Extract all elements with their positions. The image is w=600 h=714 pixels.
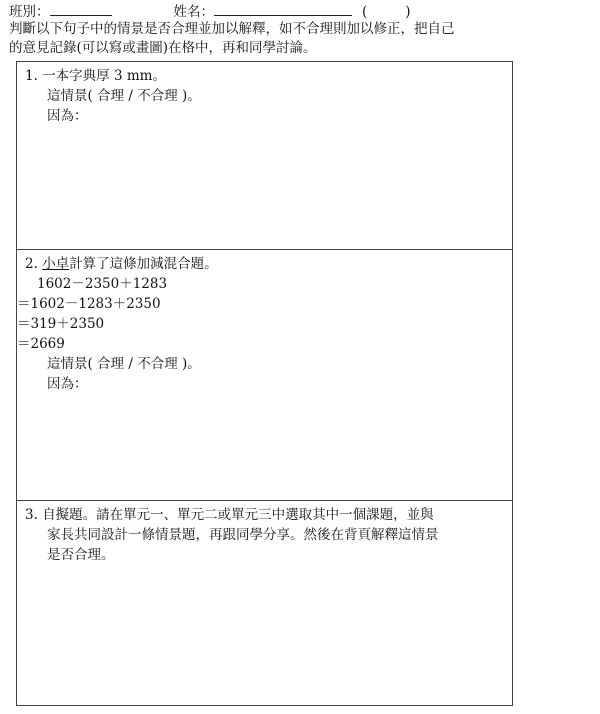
class-number-close-paren: ) <box>405 4 411 20</box>
question-1-prompt <box>25 66 504 86</box>
class-number-open-paren: ( <box>362 4 368 20</box>
question-1-choice: 這情景( 合理 / 不合理 )。 <box>47 88 201 104</box>
question-2-subject: 小卓 <box>42 256 70 272</box>
name-blank[interactable] <box>214 2 352 16</box>
question-1-statement: 一本字典厚 3 mm。 <box>42 68 166 84</box>
instructions-line-2: 的意見記錄(可以寫或畫圖)在格中，再和同學討論。 <box>9 40 317 56</box>
calc-line-3: ＝319＋2350 <box>17 316 105 332</box>
question-3-text-2: 家長共同設計一條情景題，再跟同學分享。然後在背頁解釋這情景 <box>47 527 439 543</box>
calc-line-2: ＝1602－1283＋2350 <box>17 296 161 312</box>
question-3-text-3: 是否合理。 <box>47 547 115 563</box>
question-1-number: 1. <box>25 68 38 84</box>
question-2-prompt <box>25 254 504 274</box>
question-1-reason-label: 因為： <box>47 108 88 124</box>
question-1-box[interactable] <box>17 62 512 249</box>
student-info-header <box>9 2 411 21</box>
question-2-reason-label: 因為： <box>47 376 88 392</box>
instructions-line-1: 判斷以下句子中的情景是否合理並加以解釋，如不合理則加以修正，把自己 <box>9 21 455 37</box>
calc-line-4: ＝2669 <box>17 336 65 352</box>
instructions <box>9 20 569 58</box>
class-label: 班別： <box>9 4 50 20</box>
question-3-prompt-line-1 <box>25 505 504 525</box>
question-3-number: 3. <box>25 507 38 523</box>
calc-line-1: 1602－2350＋1283 <box>37 276 168 292</box>
worksheet-table <box>16 61 513 706</box>
question-3-text-1: 自擬題。請在單元一、單元二或單元三中選取其中一個課題，並與 <box>42 507 434 523</box>
class-blank[interactable] <box>50 2 112 16</box>
name-label: 姓名： <box>173 4 214 20</box>
question-2-number: 2. <box>25 256 38 272</box>
question-2-box[interactable] <box>17 249 512 500</box>
question-3-box[interactable] <box>17 500 512 705</box>
question-2-statement: 計算了這條加減混合題。 <box>69 256 218 272</box>
question-2-choice: 這情景( 合理 / 不合理 )。 <box>47 356 201 372</box>
